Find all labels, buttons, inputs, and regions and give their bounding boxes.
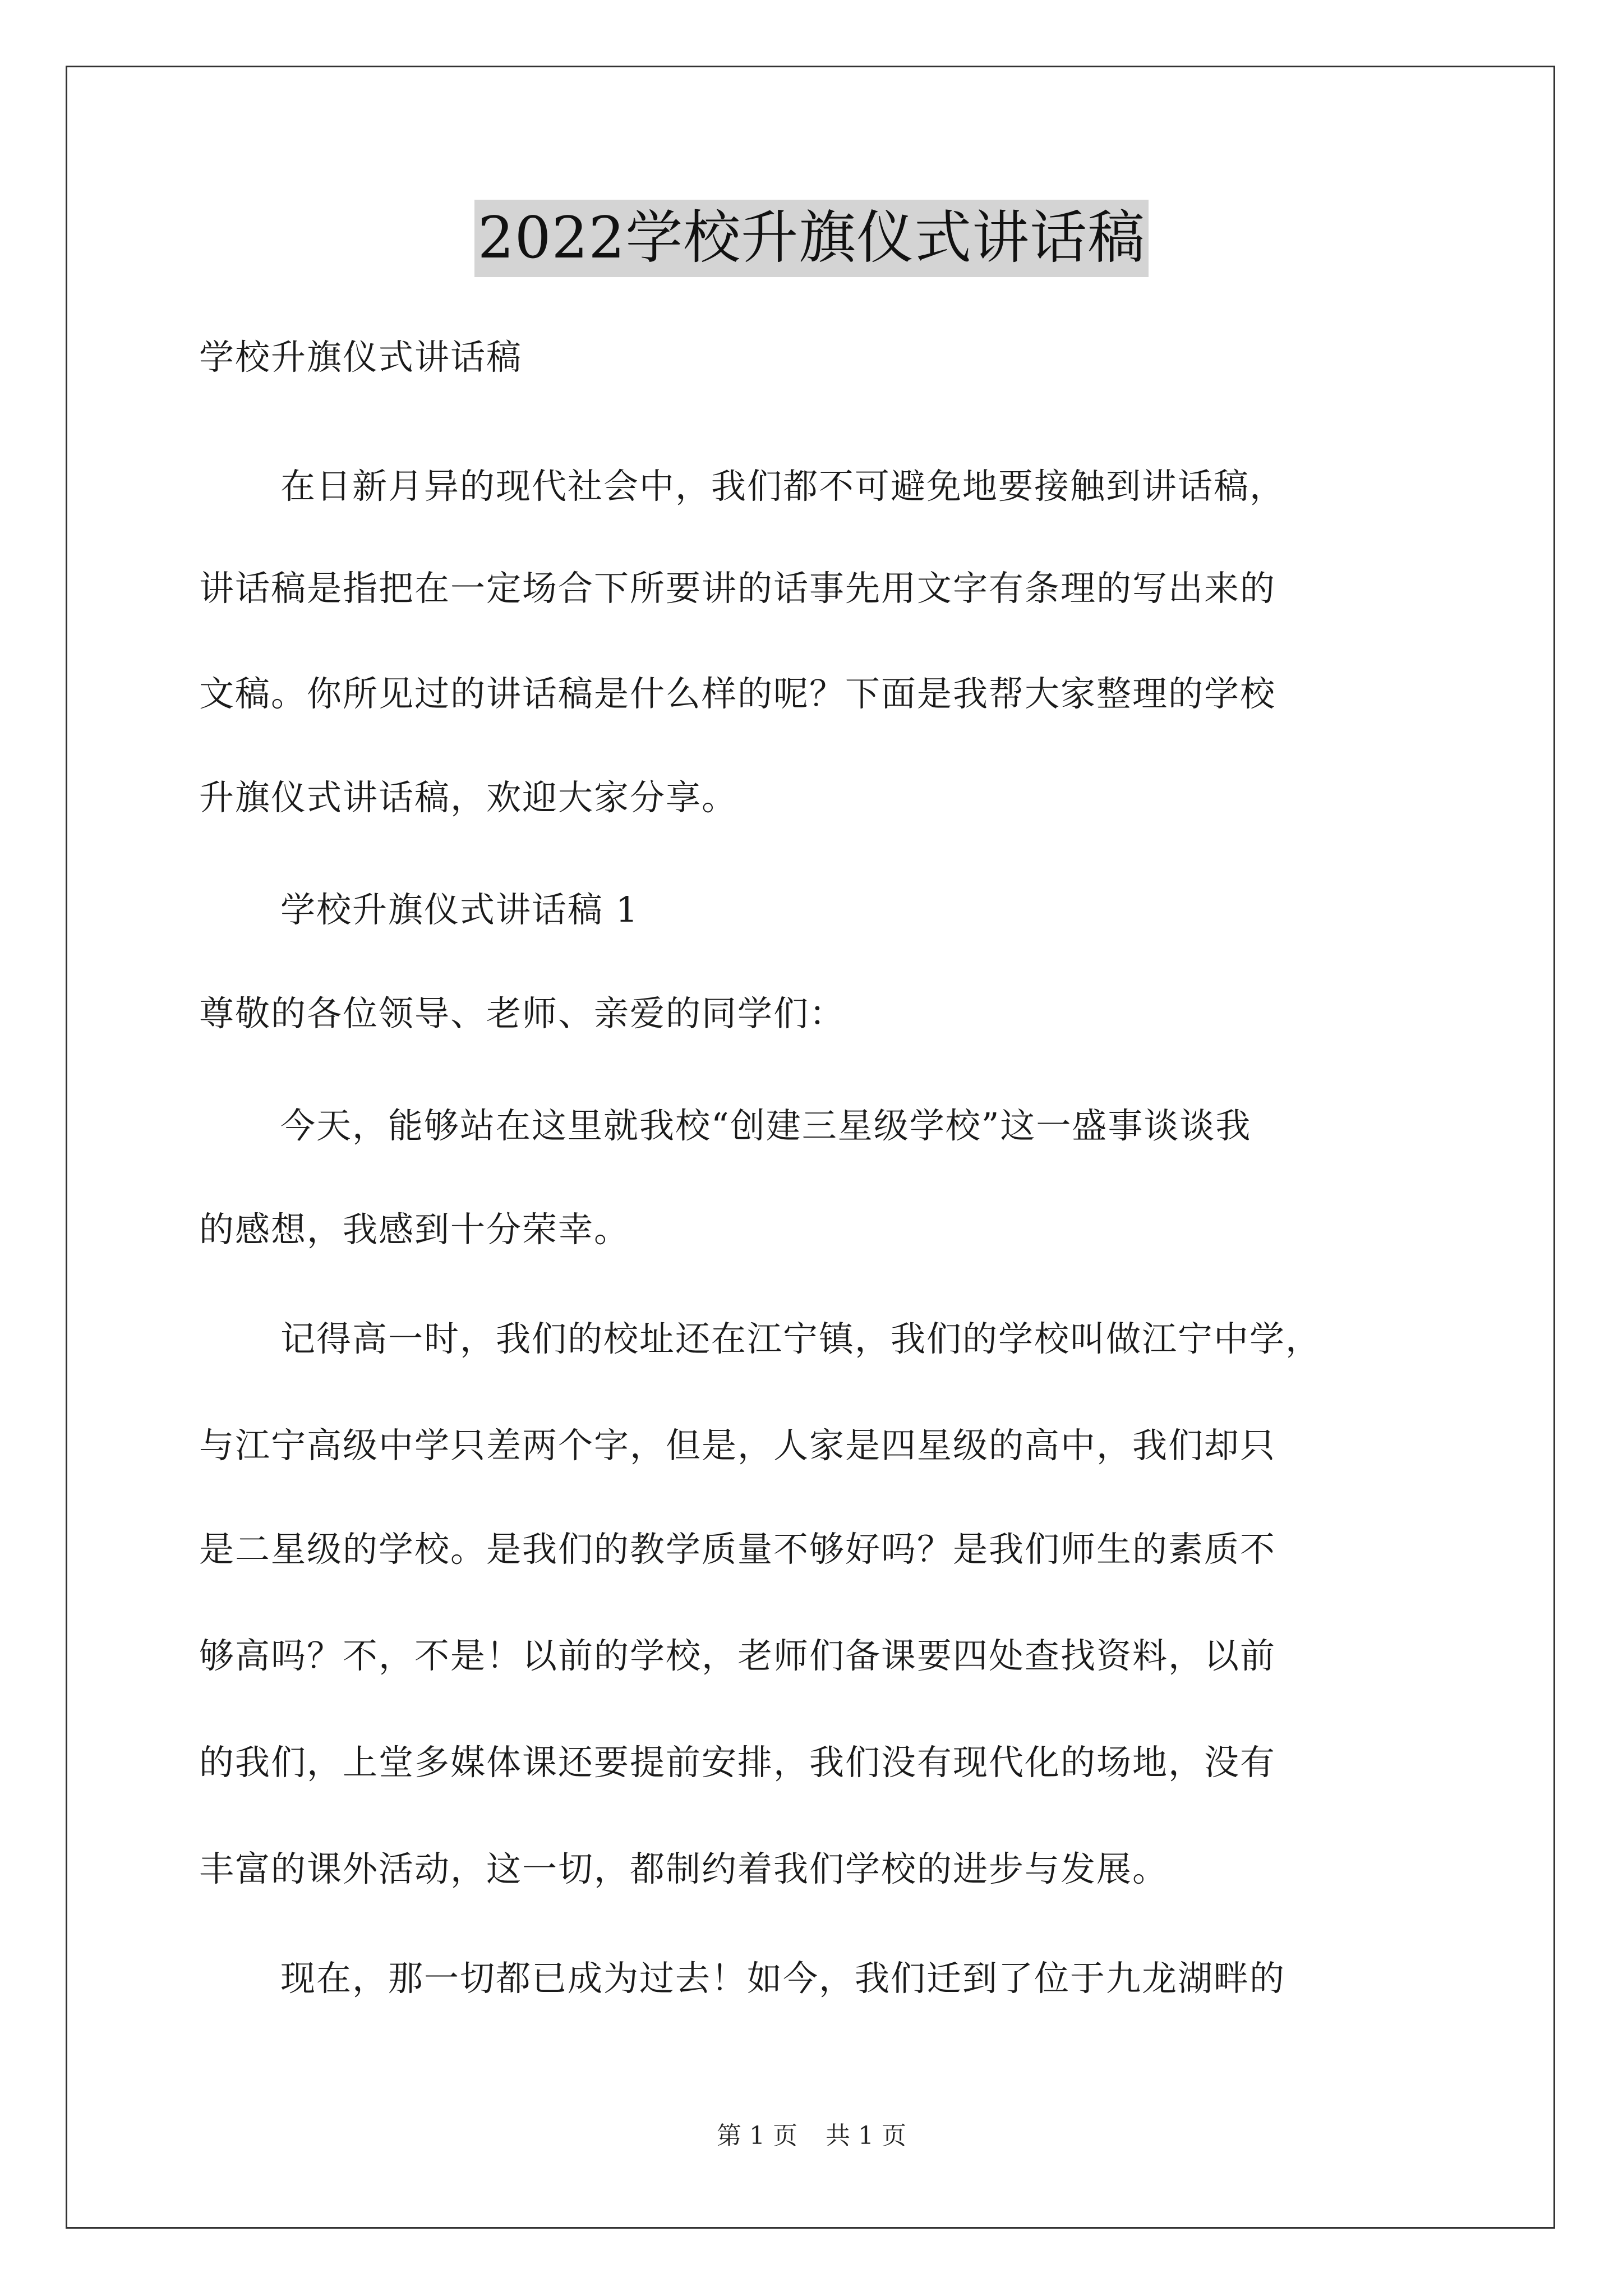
paragraph-line: 记得高一时，我们的校址还在江宁镇，我们的学校叫做江宁中学，: [280, 1318, 1322, 1359]
section-heading: 学校升旗仪式讲话稿: [199, 337, 523, 378]
paragraph-line: 丰富的课外活动，这一切，都制约着我们学校的进步与发展。: [199, 1848, 1169, 1889]
title-container: [0, 200, 1623, 277]
paragraph-line: 讲话稿是指把在一定场合下所要讲的话事先用文字有条理的写出来的: [199, 568, 1276, 609]
paragraph-line: 的我们，上堂多媒体课还要提前安排，我们没有现代化的场地，没有: [199, 1742, 1276, 1783]
paragraph-line: 今天，能够站在这里就我校“创建三星级学校”这一盛事谈谈我: [280, 1105, 1252, 1146]
paragraph-line: 升旗仪式讲话稿，欢迎大家分享。: [199, 777, 738, 818]
paragraph-line: 是二星级的学校。是我们的教学质量不够好吗？是我们师生的素质不: [199, 1529, 1276, 1570]
paragraph-line: 够高吗？不，不是！以前的学校，老师们备课要四处查找资料，以前: [199, 1635, 1276, 1676]
paragraph-line: 与江宁高级中学只差两个字，但是，人家是四星级的高中，我们却只: [199, 1425, 1276, 1466]
salutation-line: 尊敬的各位领导、老师、亲爱的同学们：: [199, 993, 846, 1034]
paragraph-line: 的感想，我感到十分荣幸。: [199, 1209, 630, 1250]
page-number: 第 1 页: [717, 2122, 797, 2150]
page-total: 共 1 页: [826, 2122, 906, 2150]
document-title: 2022学校升旗仪式讲话稿: [474, 200, 1149, 277]
speech-heading: 学校升旗仪式讲话稿 1: [280, 889, 639, 930]
paragraph-line: 文稿。你所见过的讲话稿是什么样的呢？下面是我帮大家整理的学校: [199, 673, 1276, 714]
page-footer: [0, 2119, 1623, 2153]
paragraph-line: 现在，那一切都已成为过去！如今，我们迁到了位于九龙湖畔的: [280, 1958, 1286, 1999]
paragraph-line: 在日新月异的现代社会中，我们都不可避免地要接触到讲话稿，: [280, 466, 1286, 507]
